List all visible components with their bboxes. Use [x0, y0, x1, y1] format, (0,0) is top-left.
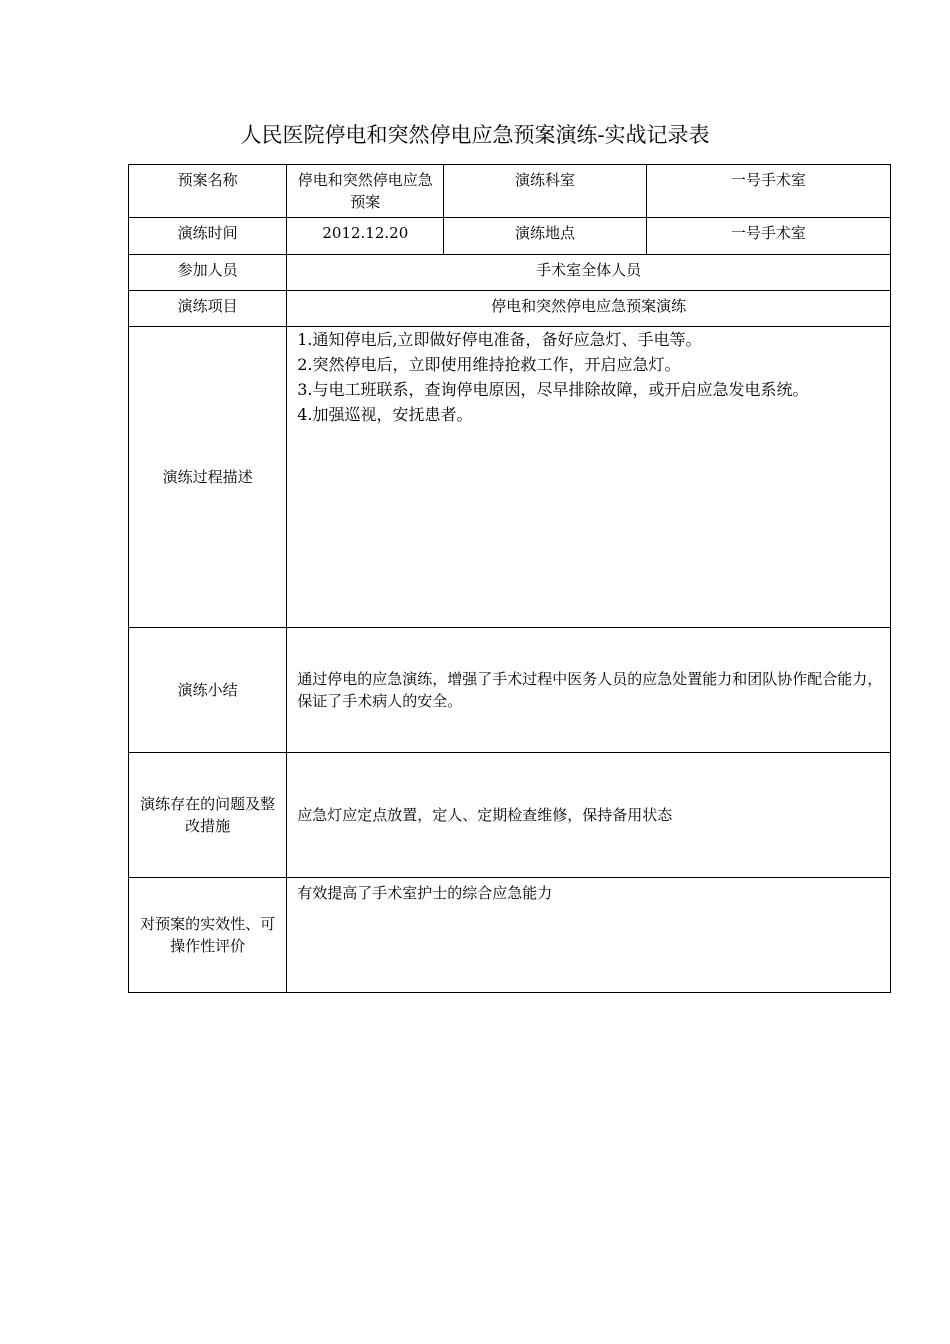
process-steps: [287, 327, 891, 628]
page-title: 人民医院停电和突然停电应急预案演练-实战记录表: [240, 123, 710, 147]
process-step: 1.通知停电后,立即做好停电准备，备好应急灯、手电等。: [297, 330, 702, 349]
participants-value: 手术室全体人员: [287, 255, 891, 291]
evaluation-value: 有效提高了手术室护士的综合应急能力: [287, 878, 891, 993]
time-label: 演练时间: [129, 218, 287, 255]
process-step: 3.与电工班联系，查询停电原因，尽早排除故障，或开启应急发电系统。: [297, 380, 809, 399]
time-value: 2012.12.20: [287, 218, 444, 255]
place-label: 演练地点: [444, 218, 646, 255]
project-label: 演练项目: [129, 291, 287, 327]
place-value: 一号手术室: [646, 218, 890, 255]
summary-value: 通过停电的应急演练，增强了手术过程中医务人员的应急处置能力和团队协作配合能力，保证了手术病人的安全。: [287, 628, 891, 753]
process-label: 演练过程描述: [129, 327, 287, 628]
project-value: 停电和突然停电应急预案演练: [287, 291, 891, 327]
plan-name-value: 停电和突然停电应急预案: [287, 165, 444, 218]
process-step: 2.突然停电后，立即使用维持抢救工作，开启应急灯。: [297, 355, 681, 374]
problems-value: 应急灯应定点放置，定人、定期检查维修，保持备用状态: [287, 753, 891, 878]
problems-label: 演练存在的问题及整改措施: [129, 753, 287, 878]
dept-value: 一号手术室: [646, 165, 890, 218]
dept-label: 演练科室: [444, 165, 646, 218]
participants-label: 参加人员: [129, 255, 287, 291]
drill-record-table: [128, 164, 891, 993]
evaluation-label: 对预案的实效性、可操作性评价: [129, 878, 287, 993]
summary-label: 演练小结: [129, 628, 287, 753]
process-step: 4.加强巡视，安抚患者。: [297, 405, 473, 424]
plan-name-label: 预案名称: [129, 165, 287, 218]
